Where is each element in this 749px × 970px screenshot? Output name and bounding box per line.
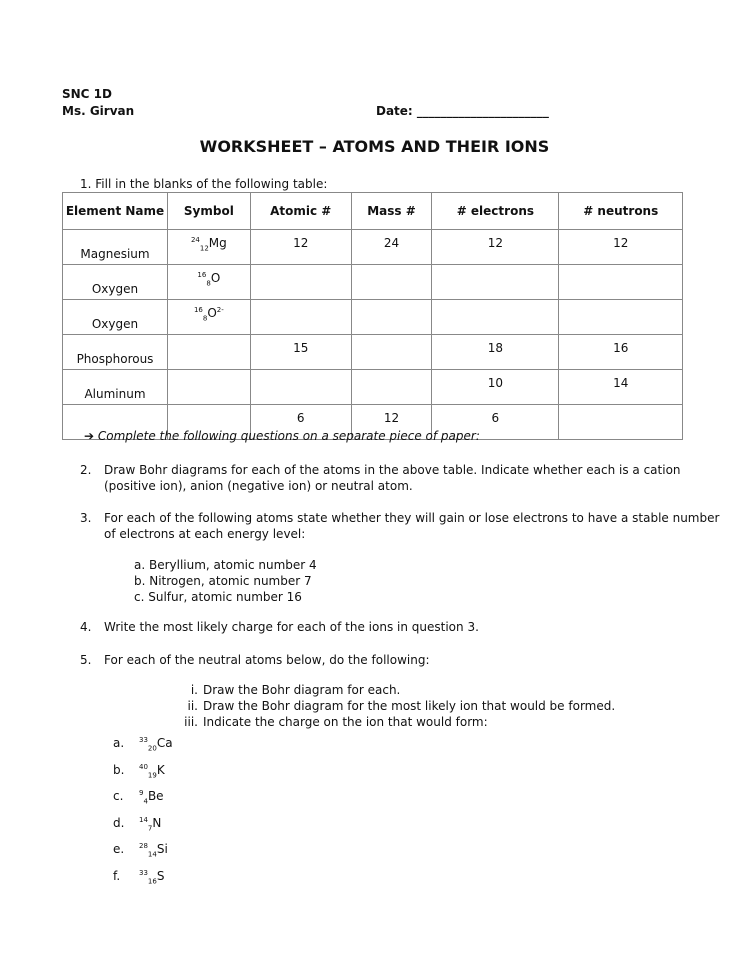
neutrons-cell[interactable] bbox=[559, 300, 683, 335]
electrons-cell[interactable]: 18 bbox=[432, 335, 559, 370]
element-name-cell[interactable]: Magnesium bbox=[63, 230, 168, 265]
question-4: 4. Write the most likely charge for each of the ions in question 3. bbox=[80, 620, 479, 634]
instruction-note: ➔ Complete the following questions on a separate piece of paper: bbox=[84, 429, 480, 443]
column-header: Atomic # bbox=[250, 193, 351, 230]
list-item: a. Beryllium, atomic number 4 bbox=[134, 558, 317, 572]
question-5-steps bbox=[172, 682, 615, 730]
symbol-cell[interactable] bbox=[168, 300, 251, 335]
table-row bbox=[63, 300, 683, 335]
isotope-symbol: $^{40}_{19}$K bbox=[139, 762, 165, 779]
isotope-symbol: $^{28}_{14}$Si bbox=[139, 842, 168, 859]
electrons-cell[interactable]: 6 bbox=[432, 405, 559, 440]
atomic-cell[interactable] bbox=[250, 370, 351, 405]
question-5: 5. For each of the neutral atoms below, do the following: bbox=[80, 653, 430, 667]
electrons-cell[interactable] bbox=[432, 300, 559, 335]
mass-cell[interactable] bbox=[351, 370, 431, 405]
atomic-cell[interactable]: 6 bbox=[250, 405, 351, 440]
symbol-cell[interactable] bbox=[168, 335, 251, 370]
column-header: Symbol bbox=[168, 193, 251, 230]
column-header: Mass # bbox=[351, 193, 431, 230]
isotope-symbol: $^{33}_{16}$S bbox=[139, 868, 165, 885]
table-row bbox=[63, 335, 683, 370]
column-header: Element Name bbox=[63, 193, 168, 230]
atomic-cell[interactable]: 12 bbox=[250, 230, 351, 265]
ions-table bbox=[62, 192, 683, 440]
neutrons-cell[interactable] bbox=[559, 405, 683, 440]
mass-cell[interactable] bbox=[351, 300, 431, 335]
atom-item: d. $^{14}_7$N bbox=[113, 815, 162, 832]
isotope-symbol: $^{16}_8O^{2-}$ bbox=[193, 306, 224, 323]
atomic-cell[interactable]: 15 bbox=[250, 335, 351, 370]
element-name-cell[interactable]: Oxygen bbox=[63, 300, 168, 335]
element-name-cell[interactable]: Oxygen bbox=[63, 265, 168, 300]
table-row bbox=[63, 265, 683, 300]
teacher-name: Ms. Girvan bbox=[62, 104, 135, 118]
page-title: WORKSHEET – ATOMS AND THEIR IONS bbox=[199, 137, 550, 156]
column-header: # neutrons bbox=[559, 193, 683, 230]
list-item: c. Sulfur, atomic number 16 bbox=[134, 590, 302, 604]
isotope-symbol: $^{33}_{20}$Ca bbox=[139, 736, 173, 753]
atom-item: c. $^9_4$Be bbox=[113, 789, 164, 806]
electrons-cell[interactable]: 10 bbox=[432, 370, 559, 405]
isotope-symbol: $^{14}_7$N bbox=[139, 815, 162, 832]
question-2: 2. Draw Bohr diagrams for each of the atoms in the above table. Indicate whether each is a cation (positive ion), anion (negative ion) or neutral atom. bbox=[80, 463, 681, 493]
mass-cell[interactable] bbox=[351, 265, 431, 300]
element-name-cell[interactable]: Phosphorous bbox=[63, 335, 168, 370]
symbol-cell[interactable] bbox=[168, 265, 251, 300]
atomic-cell[interactable] bbox=[250, 300, 351, 335]
isotope-symbol: $^{24}_{12}$Mg bbox=[190, 236, 227, 253]
isotope-symbol: $^9_4$Be bbox=[139, 789, 164, 806]
mass-cell[interactable]: 12 bbox=[351, 405, 431, 440]
neutrons-cell[interactable]: 12 bbox=[559, 230, 683, 265]
list-item: ii. Draw the Bohr diagram for the most likely ion that would be formed. bbox=[187, 699, 616, 713]
neutrons-cell[interactable]: 14 bbox=[559, 370, 683, 405]
question-1: 1. Fill in the blanks of the following table: bbox=[80, 177, 328, 191]
date-field[interactable]: Date: ______________________ bbox=[376, 104, 549, 118]
atom-item: f. $^{33}_{16}$S bbox=[113, 868, 165, 885]
column-header: # electrons bbox=[432, 193, 559, 230]
neutrons-cell[interactable]: 16 bbox=[559, 335, 683, 370]
list-item: i. Draw the Bohr diagram for each. bbox=[190, 683, 401, 697]
isotope-symbol: $^{16}_8$O bbox=[197, 271, 221, 288]
electrons-cell[interactable] bbox=[432, 265, 559, 300]
list-item: b. Nitrogen, atomic number 7 bbox=[134, 574, 312, 588]
neutrons-cell[interactable] bbox=[559, 265, 683, 300]
mass-cell[interactable]: 24 bbox=[351, 230, 431, 265]
symbol-cell[interactable] bbox=[168, 230, 251, 265]
atomic-cell[interactable] bbox=[250, 265, 351, 300]
atom-item: e. $^{28}_{14}$Si bbox=[113, 842, 168, 859]
question-3: 3. For each of the following atoms state whether they will gain or lose electrons to have a stable number of electrons at each energy level: a. Beryllium, atomic number 4 b. Nitrogen, atomic number 7 c. Sulfur, atomic number 16 bbox=[80, 511, 720, 604]
atom-item: a. $^{33}_{20}$Ca bbox=[113, 736, 173, 753]
element-name-cell[interactable]: Aluminum bbox=[63, 370, 168, 405]
mass-cell[interactable] bbox=[351, 335, 431, 370]
list-item: iii. Indicate the charge on the ion that would form: bbox=[184, 715, 488, 729]
table-row bbox=[63, 230, 683, 265]
course-code: SNC 1D bbox=[62, 87, 112, 101]
symbol-cell[interactable] bbox=[168, 370, 251, 405]
electrons-cell[interactable]: 12 bbox=[432, 230, 559, 265]
atom-item: b. $^{40}_{19}$K bbox=[113, 762, 165, 779]
table-row bbox=[63, 370, 683, 405]
